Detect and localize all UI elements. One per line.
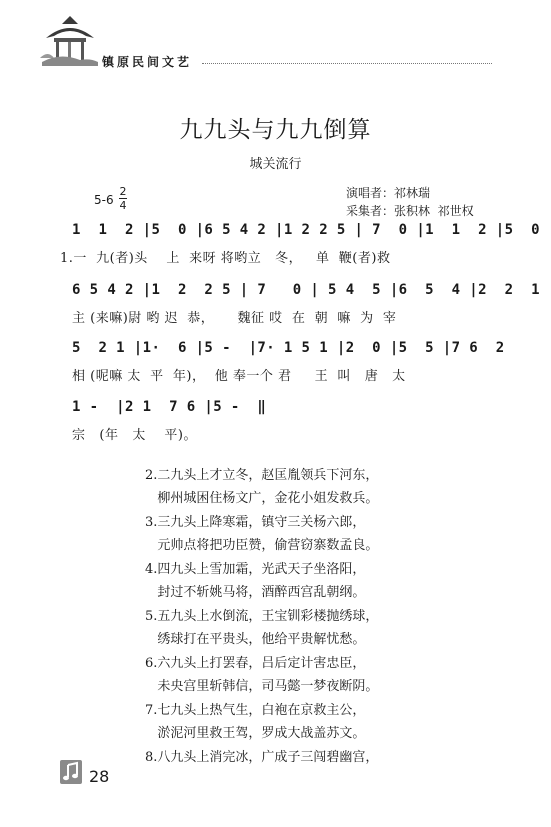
verse-line: 柳州城困住杨文广，金花小姐发救兵。 [145,491,379,506]
verse-line: 4.四九头上雪加霜，光武天子坐洛阳， [145,562,366,577]
verse-line: 元帅点将把功臣赞，偷营窃寨数孟良。 [145,538,379,553]
notation-line-1: 1 1 2 |5 0 |6 5 4 2 |1 2 2 5 | 7 0 |1 1 2 |5 0 [72,222,540,238]
song-subtitle: 城关流行 [249,157,302,172]
singer-credit: 演唱者：祁林瑞 [346,186,431,200]
verse-line: 8.八九头上消完冰，广成子三闯碧幽宫， [145,750,379,765]
collector-credit: 采集者：张积林 祁世权 [346,204,474,218]
pavilion-logo-icon [40,14,100,74]
notation-line-4: 1 - |2 1 7 6 |5 - ‖ [72,399,267,415]
time-numerator: 2 [119,185,127,198]
verse-line: 3.三九头上降寒霜，镇守三关杨六郎， [145,515,366,530]
music-note-icon [60,760,82,784]
time-signature [119,186,127,211]
verse-line: 绣球打在平贵头，他给平贵解忧愁。 [145,632,366,647]
verse-line: 封过不斩姚马将，酒醉西宫乱朝纲。 [145,585,366,600]
verse-line: 淤泥河里救王驾，罗成大战盖苏文。 [145,726,366,741]
notation-line-3: 5 2 1 |1· 6 |5 - |7· 1 5 1 |2 0 |5 5 |7 6 2 [72,340,505,356]
lyrics-line-2: 主 (来嘛)尉 哟 迟 恭， 魏征 哎 在 朝 嘛 为 宰 [72,311,397,326]
verse-line: 6.六九头上打罢春，吕后定计害忠臣， [145,656,366,671]
verse-line: 7.七九头上热气生，白袍在京救主公， [145,703,366,718]
page-number: 28 [89,767,110,786]
series-title: 镇原民间文艺 [102,55,193,69]
song-title: 九九头与九九倒算 [179,117,372,143]
notation-line-2: 6 5 4 2 |1 2 2 5 | 7 0 | 5 4 5 |6 5 4 |2 2 1 [72,282,540,298]
lyrics-line-4: 宗 (年 太 平)。 [72,428,197,443]
time-denominator: 4 [119,199,127,212]
verse-line: 未央宫里斩韩信，司马懿一梦夜断阴。 [145,679,379,694]
key-signature: 5-6 [94,193,114,207]
lyrics-line-1: 1.一 九(者)头 上 来呀 将哟立 冬， 单 鞭(者)救 [60,251,391,266]
verse-line: 5.五九头上水倒流，王宝钏彩楼抛绣球， [145,609,379,624]
verse-line: 2.二九头上才立冬，赵匡胤领兵下河东， [145,468,379,483]
lyrics-line-3: 相 (呢嘛 太 平 年)， 他 奉一个 君 王 叫 唐 太 [72,369,406,384]
header-divider [202,63,492,64]
